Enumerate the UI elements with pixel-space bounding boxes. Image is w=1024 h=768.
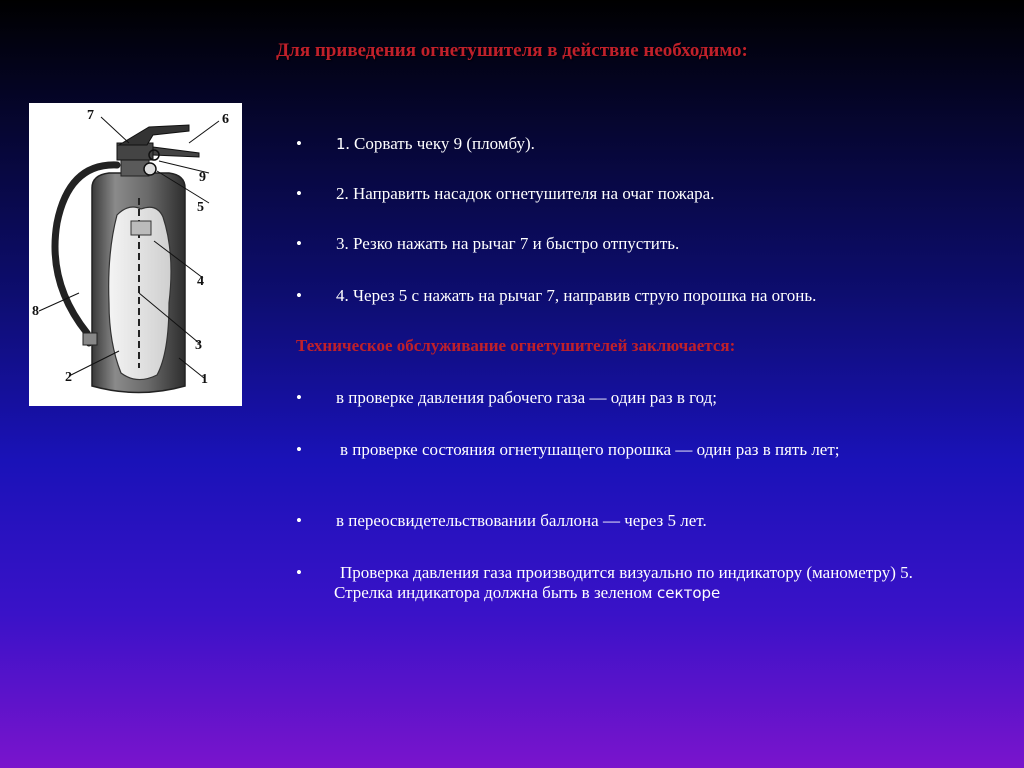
step-number: 1: [336, 135, 346, 153]
maintenance-item: [296, 511, 956, 531]
callout-9: 9: [199, 170, 206, 185]
step-item: [296, 286, 956, 306]
step-text: [336, 134, 956, 154]
maintenance-item: [296, 440, 916, 460]
manometer: [144, 163, 156, 175]
bullet: •: [296, 286, 302, 305]
maintenance-tail: секторе: [652, 584, 721, 602]
bullet: •: [296, 134, 302, 153]
callout-2: 2: [65, 370, 72, 385]
maintenance-heading: Техническое обслуживание огнетушителей заключается:: [296, 336, 736, 355]
callout-3: 3: [195, 338, 202, 353]
valve-head: [117, 143, 153, 160]
step-text: 4. Через 5 с нажать на рычаг 7, направив струю порошка на огонь.: [336, 286, 817, 305]
maintenance-text: [334, 563, 936, 603]
bullet: •: [296, 184, 302, 203]
maintenance-text: в проверке состояния огнетушащего порошка — один раз в пять лет;: [340, 440, 840, 459]
callout-4: 4: [197, 274, 204, 289]
nozzle: [83, 333, 97, 345]
extinguisher-diagram: [29, 103, 242, 406]
callout-1: 1: [201, 372, 208, 387]
bullet: •: [296, 388, 302, 407]
handle: [153, 147, 199, 157]
extinguisher-drawing: [29, 103, 242, 406]
callout-5: 5: [197, 200, 204, 215]
bullet: •: [296, 234, 302, 253]
bullet: •: [296, 563, 302, 582]
bullet: •: [296, 440, 302, 459]
step-body: . Сорвать чеку 9 (пломбу).: [345, 134, 535, 153]
maintenance-text: в проверке давления рабочего газа — один раз в год;: [336, 388, 718, 407]
step-item: [296, 234, 956, 254]
step-item: [296, 134, 956, 154]
callout-8: 8: [32, 304, 39, 319]
maintenance-text: в переосвидетельствовании баллона — через 5 лет.: [336, 511, 707, 530]
maintenance-body: Проверка давления газа производится визуально по индикатору (манометру) 5. Стрелка индикатора должна быть в зеленом: [334, 563, 913, 602]
lever: [119, 125, 189, 145]
step-text: 3. Резко нажать на рычаг 7 и быстро отпустить.: [336, 234, 680, 253]
maintenance-item: [296, 563, 936, 603]
slide-title: Для приведения огнетушителя в действие необходимо:: [276, 40, 748, 61]
step-text: 2. Направить насадок огнетушителя на очаг пожара.: [336, 184, 715, 203]
step-item: [296, 184, 956, 204]
maintenance-item: [296, 388, 956, 408]
gas-cartridge-top: [131, 221, 151, 235]
callout-7: 7: [87, 108, 94, 123]
callout-6: 6: [222, 112, 229, 127]
bullet: •: [296, 511, 302, 530]
